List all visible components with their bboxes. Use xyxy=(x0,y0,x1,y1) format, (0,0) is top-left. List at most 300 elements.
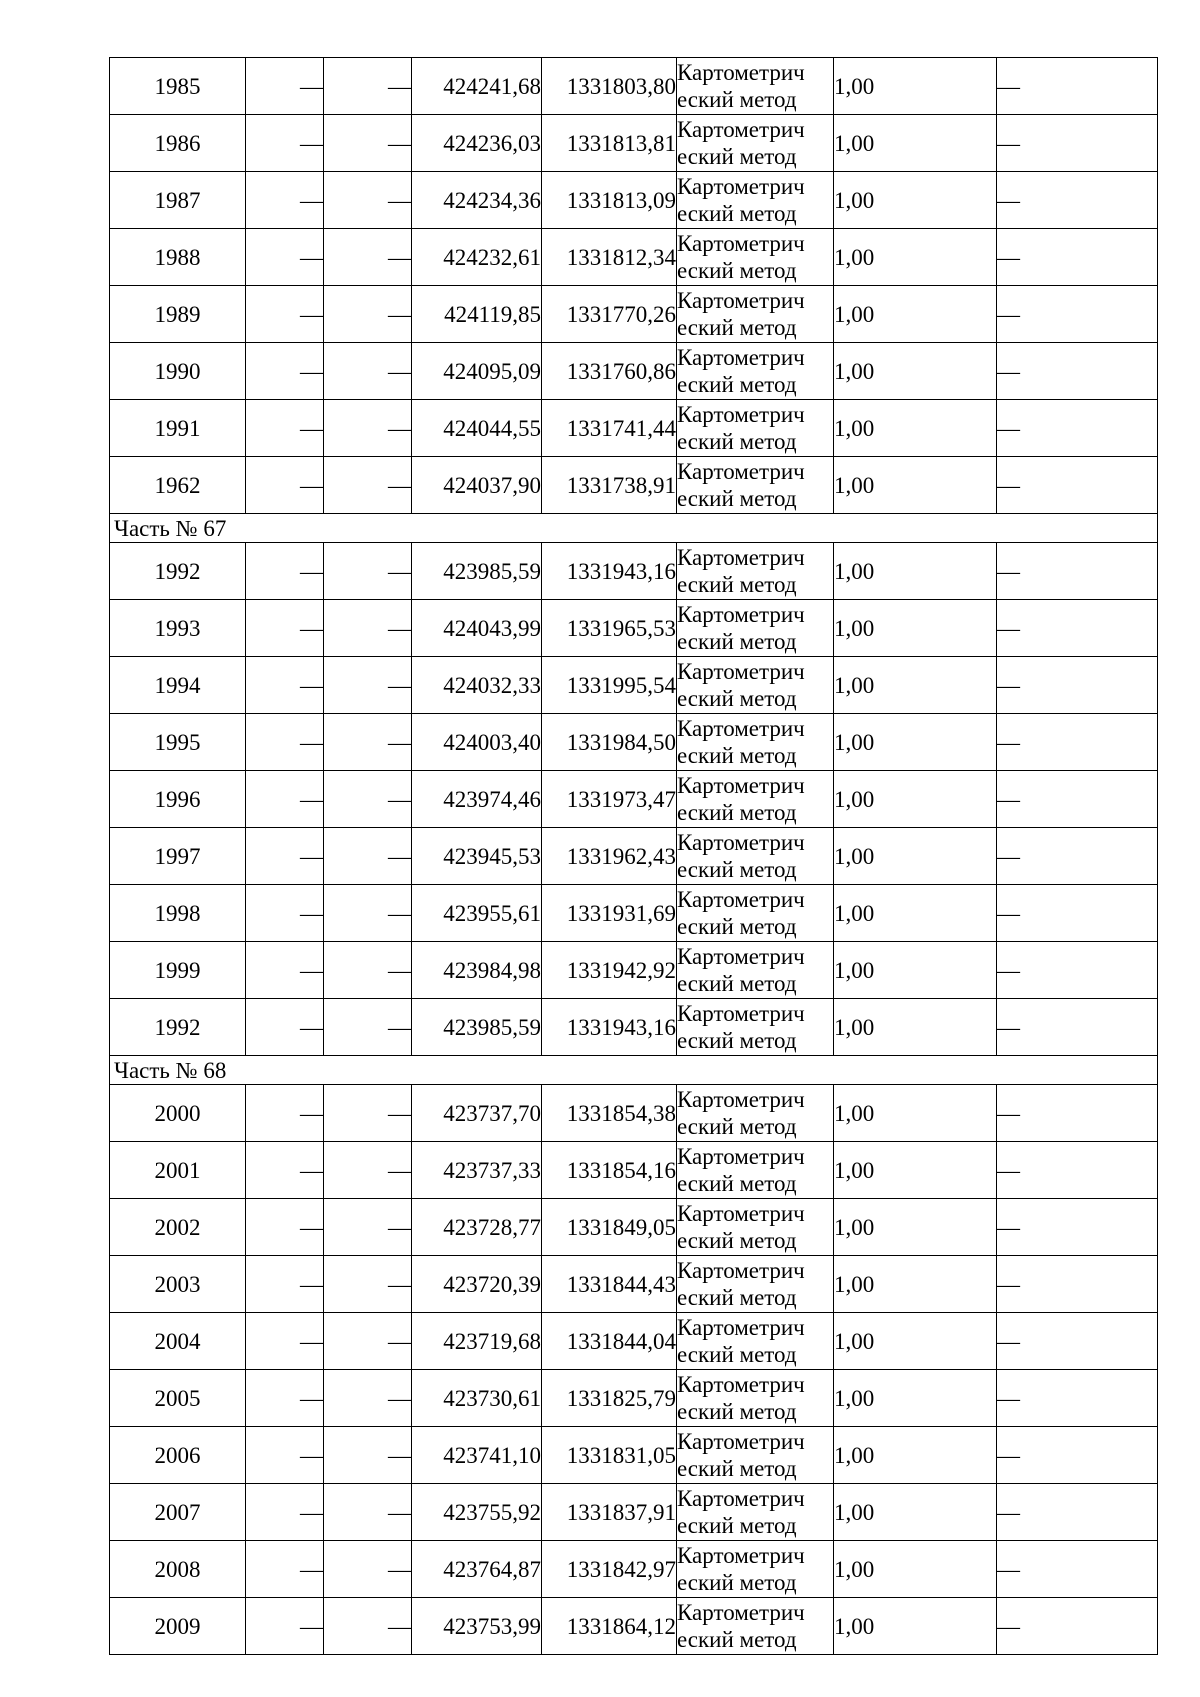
y-coordinate-cell: 1331825,79 xyxy=(542,1370,677,1427)
description-cell: — xyxy=(997,657,1158,714)
method-text-line-1: Картометрич xyxy=(677,1372,805,1397)
method-text-line-1: Картометрич xyxy=(677,659,805,684)
point-number-cell: 2008 xyxy=(110,1541,246,1598)
method-cell xyxy=(677,1427,834,1484)
point-number-cell: 1997 xyxy=(110,828,246,885)
old-y-cell: — xyxy=(324,942,412,999)
old-y-cell: — xyxy=(324,286,412,343)
x-coordinate-cell: 423764,87 xyxy=(412,1541,542,1598)
method-text-line-1: Картометрич xyxy=(677,402,805,427)
method-text-line-2: еский метод xyxy=(677,1399,797,1424)
y-coordinate-cell: 1331812,34 xyxy=(542,229,677,286)
y-coordinate-cell: 1331831,05 xyxy=(542,1427,677,1484)
method-text-line-2: еский метод xyxy=(677,800,797,825)
table-row xyxy=(110,657,1158,714)
x-coordinate-cell: 423753,99 xyxy=(412,1598,542,1655)
old-x-cell: — xyxy=(246,885,324,942)
method-text-line-2: еский метод xyxy=(677,1171,797,1196)
old-y-cell: — xyxy=(324,343,412,400)
method-text-line-2: еский метод xyxy=(677,686,797,711)
old-x-cell: — xyxy=(246,1370,324,1427)
description-cell: — xyxy=(997,1427,1158,1484)
old-x-cell: — xyxy=(246,942,324,999)
method-text-line-1: Картометрич xyxy=(677,60,805,85)
method-text-line-1: Картометрич xyxy=(677,1087,805,1112)
y-coordinate-cell: 1331864,12 xyxy=(542,1598,677,1655)
method-cell xyxy=(677,1256,834,1313)
point-number-cell: 1996 xyxy=(110,771,246,828)
y-coordinate-cell: 1331813,81 xyxy=(542,115,677,172)
point-number-cell: 2006 xyxy=(110,1427,246,1484)
point-number-cell: 1989 xyxy=(110,286,246,343)
table-row xyxy=(110,1541,1158,1598)
method-text-line-1: Картометрич xyxy=(677,1315,805,1340)
accuracy-cell: 1,00 xyxy=(834,229,997,286)
y-coordinate-cell: 1331741,44 xyxy=(542,400,677,457)
point-number-cell: 2004 xyxy=(110,1313,246,1370)
method-text-line-2: еский метод xyxy=(677,572,797,597)
method-text-line-1: Картометрич xyxy=(677,1001,805,1026)
method-text-line-1: Картометрич xyxy=(677,545,805,570)
y-coordinate-cell: 1331844,43 xyxy=(542,1256,677,1313)
table-row xyxy=(110,343,1158,400)
y-coordinate-cell: 1331943,16 xyxy=(542,999,677,1056)
method-text-line-1: Картометрич xyxy=(677,1144,805,1169)
old-x-cell: — xyxy=(246,600,324,657)
method-cell xyxy=(677,1484,834,1541)
x-coordinate-cell: 423974,46 xyxy=(412,771,542,828)
method-cell xyxy=(677,1541,834,1598)
description-cell: — xyxy=(997,1313,1158,1370)
table-row xyxy=(110,543,1158,600)
point-number-cell: 1991 xyxy=(110,400,246,457)
method-cell xyxy=(677,1370,834,1427)
accuracy-cell: 1,00 xyxy=(834,714,997,771)
accuracy-cell: 1,00 xyxy=(834,600,997,657)
method-text-line-2: еский метод xyxy=(677,1456,797,1481)
old-y-cell: — xyxy=(324,771,412,828)
point-number-cell: 1990 xyxy=(110,343,246,400)
x-coordinate-cell: 424095,09 xyxy=(412,343,542,400)
x-coordinate-cell: 423985,59 xyxy=(412,999,542,1056)
description-cell: — xyxy=(997,343,1158,400)
description-cell: — xyxy=(997,1541,1158,1598)
method-text-line-1: Картометрич xyxy=(677,345,805,370)
method-text-line-1: Картометрич xyxy=(677,1258,805,1283)
point-number-cell: 1985 xyxy=(110,58,246,115)
description-cell: — xyxy=(997,999,1158,1056)
point-number-cell: 1962 xyxy=(110,457,246,514)
y-coordinate-cell: 1331973,47 xyxy=(542,771,677,828)
accuracy-cell: 1,00 xyxy=(834,543,997,600)
y-coordinate-cell: 1331962,43 xyxy=(542,828,677,885)
description-cell: — xyxy=(997,885,1158,942)
description-cell: — xyxy=(997,828,1158,885)
table-row xyxy=(110,1598,1158,1655)
method-text-line-1: Картометрич xyxy=(677,773,805,798)
method-text-line-2: еский метод xyxy=(677,629,797,654)
old-y-cell: — xyxy=(324,714,412,771)
method-cell xyxy=(677,714,834,771)
old-x-cell: — xyxy=(246,1142,324,1199)
method-text-line-2: еский метод xyxy=(677,971,797,996)
table-row xyxy=(110,771,1158,828)
y-coordinate-cell: 1331984,50 xyxy=(542,714,677,771)
old-x-cell: — xyxy=(246,400,324,457)
y-coordinate-cell: 1331803,80 xyxy=(542,58,677,115)
method-cell xyxy=(677,1598,834,1655)
y-coordinate-cell: 1331770,26 xyxy=(542,286,677,343)
method-text-line-2: еский метод xyxy=(677,87,797,112)
y-coordinate-cell: 1331942,92 xyxy=(542,942,677,999)
old-y-cell: — xyxy=(324,1370,412,1427)
y-coordinate-cell: 1331854,16 xyxy=(542,1142,677,1199)
old-y-cell: — xyxy=(324,828,412,885)
accuracy-cell: 1,00 xyxy=(834,942,997,999)
method-text-line-2: еский метод xyxy=(677,1342,797,1367)
method-text-line-1: Картометрич xyxy=(677,174,805,199)
old-y-cell: — xyxy=(324,457,412,514)
method-text-line-1: Картометрич xyxy=(677,231,805,256)
point-number-cell: 2001 xyxy=(110,1142,246,1199)
point-number-cell: 1992 xyxy=(110,543,246,600)
method-cell xyxy=(677,942,834,999)
old-x-cell: — xyxy=(246,229,324,286)
x-coordinate-cell: 424241,68 xyxy=(412,58,542,115)
method-cell xyxy=(677,1085,834,1142)
method-text-line-2: еский метод xyxy=(677,743,797,768)
old-y-cell: — xyxy=(324,172,412,229)
method-text-line-1: Картометрич xyxy=(677,1543,805,1568)
table-row xyxy=(110,1313,1158,1370)
old-y-cell: — xyxy=(324,885,412,942)
x-coordinate-cell: 423728,77 xyxy=(412,1199,542,1256)
x-coordinate-cell: 423737,70 xyxy=(412,1085,542,1142)
table-body xyxy=(110,58,1158,1655)
point-number-cell: 1988 xyxy=(110,229,246,286)
y-coordinate-cell: 1331995,54 xyxy=(542,657,677,714)
method-text-line-1: Картометрич xyxy=(677,716,805,741)
accuracy-cell: 1,00 xyxy=(834,1484,997,1541)
old-x-cell: — xyxy=(246,343,324,400)
point-number-cell: 1995 xyxy=(110,714,246,771)
point-number-cell: 2002 xyxy=(110,1199,246,1256)
x-coordinate-cell: 424119,85 xyxy=(412,286,542,343)
point-number-cell: 2007 xyxy=(110,1484,246,1541)
method-text-line-2: еский метод xyxy=(677,1028,797,1053)
accuracy-cell: 1,00 xyxy=(834,1598,997,1655)
x-coordinate-cell: 424043,99 xyxy=(412,600,542,657)
old-x-cell: — xyxy=(246,115,324,172)
description-cell: — xyxy=(997,457,1158,514)
old-x-cell: — xyxy=(246,828,324,885)
old-x-cell: — xyxy=(246,1313,324,1370)
description-cell: — xyxy=(997,1370,1158,1427)
description-cell: — xyxy=(997,1085,1158,1142)
x-coordinate-cell: 424236,03 xyxy=(412,115,542,172)
coordinates-table xyxy=(109,57,1158,1655)
x-coordinate-cell: 423985,59 xyxy=(412,543,542,600)
old-x-cell: — xyxy=(246,1541,324,1598)
accuracy-cell: 1,00 xyxy=(834,1199,997,1256)
old-y-cell: — xyxy=(324,1541,412,1598)
method-text-line-2: еский метод xyxy=(677,486,797,511)
old-x-cell: — xyxy=(246,1199,324,1256)
table-row xyxy=(110,1142,1158,1199)
accuracy-cell: 1,00 xyxy=(834,1313,997,1370)
point-number-cell: 1992 xyxy=(110,999,246,1056)
method-cell xyxy=(677,457,834,514)
accuracy-cell: 1,00 xyxy=(834,1541,997,1598)
accuracy-cell: 1,00 xyxy=(834,657,997,714)
old-y-cell: — xyxy=(324,1484,412,1541)
table-row xyxy=(110,1370,1158,1427)
method-cell xyxy=(677,343,834,400)
method-cell xyxy=(677,286,834,343)
old-y-cell: — xyxy=(324,1142,412,1199)
x-coordinate-cell: 423945,53 xyxy=(412,828,542,885)
table-row xyxy=(110,1085,1158,1142)
description-cell: — xyxy=(997,771,1158,828)
method-text-line-1: Картометрич xyxy=(677,1429,805,1454)
x-coordinate-cell: 423719,68 xyxy=(412,1313,542,1370)
accuracy-cell: 1,00 xyxy=(834,172,997,229)
y-coordinate-cell: 1331849,05 xyxy=(542,1199,677,1256)
point-number-cell: 1993 xyxy=(110,600,246,657)
old-y-cell: — xyxy=(324,1256,412,1313)
part-label: Часть № 67 xyxy=(110,514,1158,543)
table-row xyxy=(110,1256,1158,1313)
accuracy-cell: 1,00 xyxy=(834,286,997,343)
part-header-row xyxy=(110,514,1158,543)
accuracy-cell: 1,00 xyxy=(834,771,997,828)
table-row xyxy=(110,457,1158,514)
x-coordinate-cell: 424037,90 xyxy=(412,457,542,514)
table-row xyxy=(110,942,1158,999)
accuracy-cell: 1,00 xyxy=(834,1256,997,1313)
description-cell: — xyxy=(997,286,1158,343)
method-text-line-2: еский метод xyxy=(677,315,797,340)
description-cell: — xyxy=(997,172,1158,229)
y-coordinate-cell: 1331738,91 xyxy=(542,457,677,514)
y-coordinate-cell: 1331837,91 xyxy=(542,1484,677,1541)
method-text-line-2: еский метод xyxy=(677,1285,797,1310)
method-text-line-2: еский метод xyxy=(677,429,797,454)
x-coordinate-cell: 424234,36 xyxy=(412,172,542,229)
old-y-cell: — xyxy=(324,229,412,286)
description-cell: — xyxy=(997,543,1158,600)
old-y-cell: — xyxy=(324,999,412,1056)
y-coordinate-cell: 1331943,16 xyxy=(542,543,677,600)
accuracy-cell: 1,00 xyxy=(834,58,997,115)
old-x-cell: — xyxy=(246,714,324,771)
method-cell xyxy=(677,600,834,657)
table-row xyxy=(110,600,1158,657)
old-x-cell: — xyxy=(246,457,324,514)
method-cell xyxy=(677,999,834,1056)
point-number-cell: 2005 xyxy=(110,1370,246,1427)
method-text-line-1: Картометрич xyxy=(677,944,805,969)
method-text-line-2: еский метод xyxy=(677,1627,797,1652)
description-cell: — xyxy=(997,115,1158,172)
method-cell xyxy=(677,771,834,828)
table-row xyxy=(110,286,1158,343)
old-x-cell: — xyxy=(246,657,324,714)
y-coordinate-cell: 1331813,09 xyxy=(542,172,677,229)
x-coordinate-cell: 423755,92 xyxy=(412,1484,542,1541)
description-cell: — xyxy=(997,400,1158,457)
x-coordinate-cell: 423737,33 xyxy=(412,1142,542,1199)
point-number-cell: 2009 xyxy=(110,1598,246,1655)
method-text-line-1: Картометрич xyxy=(677,1201,805,1226)
table-row xyxy=(110,1484,1158,1541)
accuracy-cell: 1,00 xyxy=(834,1427,997,1484)
method-text-line-2: еский метод xyxy=(677,1114,797,1139)
method-cell xyxy=(677,1313,834,1370)
old-y-cell: — xyxy=(324,1085,412,1142)
part-label: Часть № 68 xyxy=(110,1056,1158,1085)
method-cell xyxy=(677,400,834,457)
method-text-line-1: Картометрич xyxy=(677,887,805,912)
point-number-cell: 1986 xyxy=(110,115,246,172)
table-row xyxy=(110,885,1158,942)
y-coordinate-cell: 1331965,53 xyxy=(542,600,677,657)
method-text-line-1: Картометрич xyxy=(677,459,805,484)
accuracy-cell: 1,00 xyxy=(834,115,997,172)
y-coordinate-cell: 1331854,38 xyxy=(542,1085,677,1142)
y-coordinate-cell: 1331842,97 xyxy=(542,1541,677,1598)
method-text-line-1: Картометрич xyxy=(677,288,805,313)
description-cell: — xyxy=(997,600,1158,657)
table-row xyxy=(110,58,1158,115)
description-cell: — xyxy=(997,1484,1158,1541)
method-text-line-2: еский метод xyxy=(677,144,797,169)
table-row xyxy=(110,400,1158,457)
method-text-line-1: Картометрич xyxy=(677,117,805,142)
table-row xyxy=(110,714,1158,771)
point-number-cell: 1994 xyxy=(110,657,246,714)
old-x-cell: — xyxy=(246,999,324,1056)
old-x-cell: — xyxy=(246,1598,324,1655)
accuracy-cell: 1,00 xyxy=(834,828,997,885)
x-coordinate-cell: 424032,33 xyxy=(412,657,542,714)
part-header-row xyxy=(110,1056,1158,1085)
method-cell xyxy=(677,229,834,286)
x-coordinate-cell: 423730,61 xyxy=(412,1370,542,1427)
x-coordinate-cell: 423720,39 xyxy=(412,1256,542,1313)
method-cell xyxy=(677,828,834,885)
description-cell: — xyxy=(997,714,1158,771)
old-y-cell: — xyxy=(324,400,412,457)
table-row xyxy=(110,999,1158,1056)
accuracy-cell: 1,00 xyxy=(834,1370,997,1427)
method-text-line-2: еский метод xyxy=(677,372,797,397)
description-cell: — xyxy=(997,1199,1158,1256)
x-coordinate-cell: 424232,61 xyxy=(412,229,542,286)
old-y-cell: — xyxy=(324,600,412,657)
method-text-line-2: еский метод xyxy=(677,914,797,939)
x-coordinate-cell: 423955,61 xyxy=(412,885,542,942)
method-cell xyxy=(677,1199,834,1256)
method-text-line-2: еский метод xyxy=(677,201,797,226)
x-coordinate-cell: 424003,40 xyxy=(412,714,542,771)
point-number-cell: 1999 xyxy=(110,942,246,999)
x-coordinate-cell: 423741,10 xyxy=(412,1427,542,1484)
method-text-line-2: еский метод xyxy=(677,1513,797,1538)
y-coordinate-cell: 1331760,86 xyxy=(542,343,677,400)
old-y-cell: — xyxy=(324,1313,412,1370)
table-row xyxy=(110,172,1158,229)
point-number-cell: 2000 xyxy=(110,1085,246,1142)
method-cell xyxy=(677,885,834,942)
description-cell: — xyxy=(997,229,1158,286)
description-cell: — xyxy=(997,1598,1158,1655)
old-x-cell: — xyxy=(246,1427,324,1484)
old-y-cell: — xyxy=(324,1199,412,1256)
table-row xyxy=(110,1427,1158,1484)
table-row xyxy=(110,828,1158,885)
table-row xyxy=(110,229,1158,286)
accuracy-cell: 1,00 xyxy=(834,1142,997,1199)
description-cell: — xyxy=(997,942,1158,999)
table-row xyxy=(110,1199,1158,1256)
accuracy-cell: 1,00 xyxy=(834,343,997,400)
method-text-line-1: Картометрич xyxy=(677,1600,805,1625)
table-row xyxy=(110,115,1158,172)
method-cell xyxy=(677,58,834,115)
old-x-cell: — xyxy=(246,771,324,828)
old-y-cell: — xyxy=(324,543,412,600)
old-y-cell: — xyxy=(324,1598,412,1655)
old-x-cell: — xyxy=(246,1085,324,1142)
old-x-cell: — xyxy=(246,1484,324,1541)
x-coordinate-cell: 424044,55 xyxy=(412,400,542,457)
method-cell xyxy=(677,543,834,600)
old-y-cell: — xyxy=(324,657,412,714)
method-cell xyxy=(677,172,834,229)
x-coordinate-cell: 423984,98 xyxy=(412,942,542,999)
description-cell: — xyxy=(997,1256,1158,1313)
description-cell: — xyxy=(997,1142,1158,1199)
accuracy-cell: 1,00 xyxy=(834,1085,997,1142)
method-text-line-2: еский метод xyxy=(677,1228,797,1253)
old-x-cell: — xyxy=(246,286,324,343)
old-x-cell: — xyxy=(246,58,324,115)
old-x-cell: — xyxy=(246,543,324,600)
method-cell xyxy=(677,115,834,172)
old-x-cell: — xyxy=(246,172,324,229)
old-x-cell: — xyxy=(246,1256,324,1313)
old-y-cell: — xyxy=(324,58,412,115)
accuracy-cell: 1,00 xyxy=(834,885,997,942)
method-text-line-2: еский метод xyxy=(677,258,797,283)
old-y-cell: — xyxy=(324,115,412,172)
accuracy-cell: 1,00 xyxy=(834,457,997,514)
description-cell: — xyxy=(997,58,1158,115)
y-coordinate-cell: 1331931,69 xyxy=(542,885,677,942)
method-text-line-1: Картометрич xyxy=(677,602,805,627)
point-number-cell: 2003 xyxy=(110,1256,246,1313)
point-number-cell: 1998 xyxy=(110,885,246,942)
method-cell xyxy=(677,657,834,714)
method-text-line-1: Картометрич xyxy=(677,830,805,855)
point-number-cell: 1987 xyxy=(110,172,246,229)
accuracy-cell: 1,00 xyxy=(834,999,997,1056)
method-cell xyxy=(677,1142,834,1199)
method-text-line-2: еский метод xyxy=(677,857,797,882)
method-text-line-2: еский метод xyxy=(677,1570,797,1595)
method-text-line-1: Картометрич xyxy=(677,1486,805,1511)
